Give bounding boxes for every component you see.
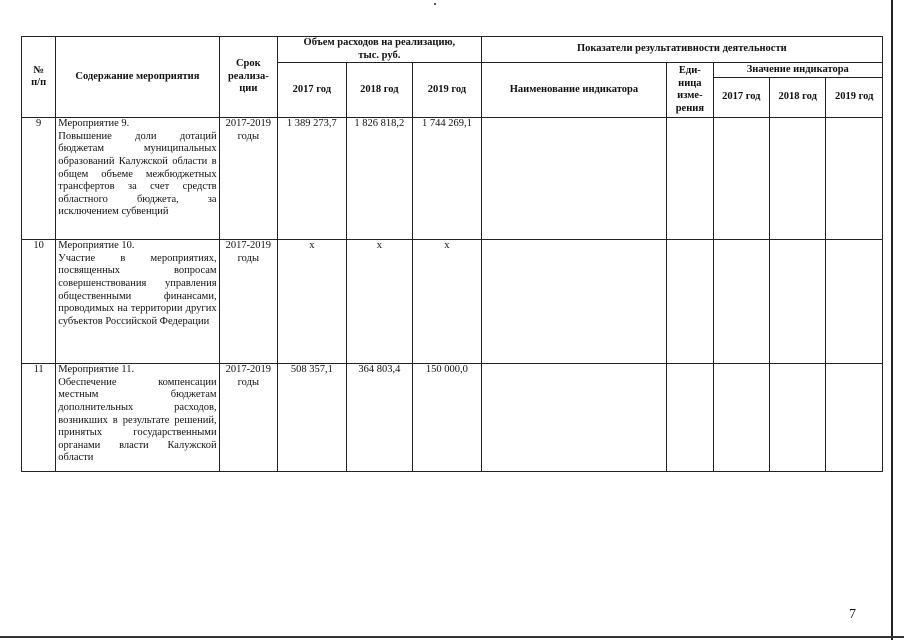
table-row — [22, 118, 883, 240]
row-num: 11 — [22, 364, 56, 472]
row-ind-2018 — [770, 118, 826, 240]
row-text: Участие в мероприятиях, посвященных вопросам совершенствования управления общественными финансами, проводимых на территории других субъектов Российской Федерации — [58, 252, 217, 327]
header-content: Содержание мероприятия — [56, 37, 219, 118]
page-number: 7 — [849, 607, 856, 622]
row-num: 9 — [22, 118, 56, 240]
header-exp-2018: 2018 год — [346, 63, 413, 118]
activities-table — [21, 36, 883, 472]
header-exp-2017: 2017 год — [278, 63, 347, 118]
header-indicators: Показатели результативности деятельности — [481, 37, 882, 63]
header-ind-2017: 2017 год — [713, 78, 769, 118]
row-term: 2017-2019 годы — [219, 240, 277, 364]
header-ind-2019: 2019 год — [826, 78, 883, 118]
row-text: Повышение доли дотаций бюджетам муниципальных образований Калужской области в общем объеме межбюджетных трансфертов за счет средств областного бюджета, за исключением субвенций — [58, 130, 217, 218]
row-term: 2017-2019 годы — [219, 364, 277, 472]
scan-edge-right — [891, 0, 893, 640]
header-unit: Еди- ница изме- рения — [667, 63, 713, 118]
row-v2018: 364 803,4 — [346, 364, 413, 472]
row-term: 2017-2019 годы — [219, 118, 277, 240]
row-ind-2019 — [826, 118, 883, 240]
header-indicator-value: Значение индикатора — [713, 63, 882, 78]
row-ind-2017 — [713, 364, 769, 472]
row-unit — [667, 118, 713, 240]
row-title: Мероприятие 10. — [58, 240, 135, 252]
row-v2019: х — [413, 240, 482, 364]
row-v2017: 1 389 273,7 — [278, 118, 347, 240]
row-v2018: х — [346, 240, 413, 364]
row-content — [56, 240, 219, 364]
table-row — [22, 240, 883, 364]
row-v2017: 508 357,1 — [278, 364, 347, 472]
row-ind-2018 — [770, 240, 826, 364]
row-ind-2018 — [770, 364, 826, 472]
row-title: Мероприятие 9. — [58, 118, 130, 130]
scan-mark — [434, 3, 436, 5]
row-v2018: 1 826 818,2 — [346, 118, 413, 240]
scan-edge-bottom — [0, 636, 904, 638]
row-ind-2019 — [826, 364, 883, 472]
row-unit — [667, 240, 713, 364]
row-v2017: х — [278, 240, 347, 364]
row-v2019: 1 744 269,1 — [413, 118, 482, 240]
row-text: Обеспечение компенсации местным бюджетам дополнительных расходов, возникших в результате решений, принятых государственными органами власти Калужской области — [58, 376, 217, 464]
row-num: 10 — [22, 240, 56, 364]
row-ind-2017 — [713, 118, 769, 240]
header-indicator-name: Наименование индикатора — [481, 63, 667, 118]
row-title: Мероприятие 11. — [58, 364, 135, 376]
row-indicator-name — [481, 118, 667, 240]
row-content — [56, 118, 219, 240]
header-expenses: Объем расходов на реализацию, тыс. руб. — [278, 37, 482, 63]
header-exp-2019: 2019 год — [413, 63, 482, 118]
row-ind-2017 — [713, 240, 769, 364]
row-indicator-name — [481, 240, 667, 364]
row-ind-2019 — [826, 240, 883, 364]
table-row — [22, 364, 883, 472]
row-v2019: 150 000,0 — [413, 364, 482, 472]
row-unit — [667, 364, 713, 472]
header-ind-2018: 2018 год — [770, 78, 826, 118]
row-indicator-name — [481, 364, 667, 472]
row-content — [56, 364, 219, 472]
header-num: № п/п — [22, 37, 56, 118]
header-term: Срок реализа- ции — [219, 37, 277, 118]
